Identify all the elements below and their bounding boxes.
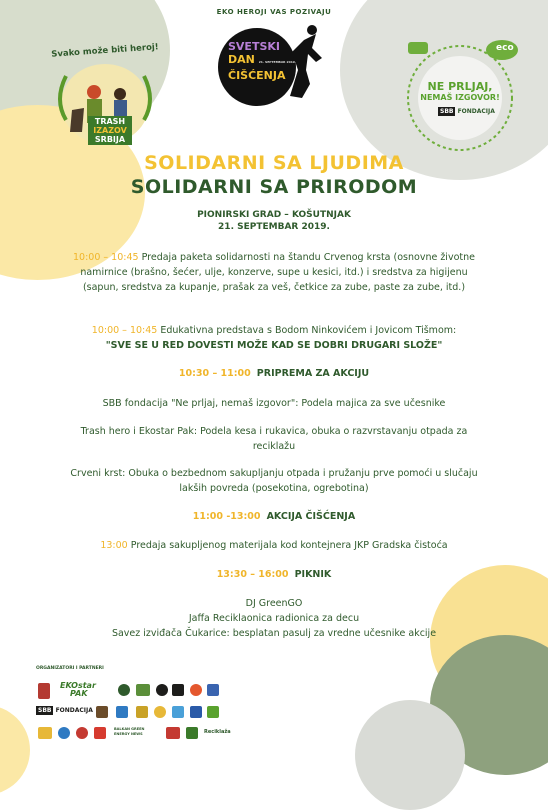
ne-prljaj-logo <box>398 36 528 156</box>
partner-logo-round-green <box>118 684 130 696</box>
program-item-2-time: 10:00 – 10:45 <box>91 325 158 336</box>
section-picnic-label: PIKNIK <box>294 569 332 580</box>
partner-logo-reciklaza: Reciklaža <box>204 729 231 735</box>
section-picnic-time: 13:30 – 16:00 <box>216 569 289 580</box>
program-item-3 <box>70 538 478 553</box>
ne-prljaj-sbb-mark: SBB <box>440 108 454 115</box>
partner-logo-red-square <box>166 727 180 739</box>
partner-logo-shield <box>136 706 148 718</box>
program-item-2 <box>70 323 478 353</box>
bg-blob-grey-bottom <box>355 700 465 810</box>
partner-logo-sbb-fondacija <box>36 707 93 714</box>
program-item-1 <box>70 250 478 295</box>
partner-logo-green-2 <box>186 727 198 739</box>
partner-logo-heart <box>190 684 202 696</box>
partner-ekostar-line1: EKOstar <box>60 681 96 690</box>
preparation-item-3: Crveni krst: Obuka o bezbednom sakupljanju otpada i pružanju prve pomoći u slučaju lakših povreda (posekotina, ogrebotina) <box>70 468 478 494</box>
cleanup-line2 <box>228 53 296 69</box>
preparation-item-2: Trash hero i Ekostar Pak: Podela kesa i rukavica, obuka o razvrstavanju otpada za reciklažu <box>80 426 468 452</box>
partner-logo-coat-of-arms <box>38 683 50 699</box>
partner-logo-round-dark <box>156 684 168 696</box>
preparation-item-1: SBB fondacija "Ne prljaj, nemaš izgovor": Podela majica za sve učesnike <box>102 398 446 409</box>
trash-hero-badge <box>88 116 132 145</box>
program-item-2-quote: "SVE SE U RED DOVESTI MOŽE KAD SE DOBRI DRUGARI SLOŽE" <box>105 340 443 351</box>
ne-prljaj-sbb <box>438 108 495 115</box>
partner-logo-balkan-green-energy: BALKAN GREEN ENERGY NEWS <box>114 727 145 736</box>
section-cleanup-time: 11:00 -13:00 <box>192 511 261 522</box>
partner-logo-mountain <box>136 684 150 696</box>
partner-sbb-mark: SBB <box>38 707 52 714</box>
ne-prljaj-line1: NE PRLJAJ, <box>427 80 493 93</box>
partner-logo-round-yellow <box>154 706 166 718</box>
program-item-1-text: Predaja paketa solidarnosti na štandu Crvenog krsta (osnovne životne namirnice (brašno, šećer, ulje, konzerve, supe u kesici, itd.) i sredstva za higijenu (sapun, sredstva za kupanje, prašak za veš, četkice za zube, paste za zube, itd.) <box>80 252 475 293</box>
section-preparation-header <box>70 366 478 381</box>
section-preparation-label: PRIPREMA ZA AKCIJU <box>256 368 370 379</box>
section-cleanup-label: AKCIJA ČIŠĆENJA <box>266 511 356 522</box>
ne-prljaj-fondacija: FONDACIJA <box>457 108 495 115</box>
program-item-3-text: Predaja sakupljenog materijala kod kontejnera JKP Gradska čistoća <box>130 540 448 551</box>
partner-logo-jaffa <box>207 684 219 696</box>
program-item-1-time: 10:00 – 10:45 <box>73 252 139 263</box>
program-item-2-text: Edukativna predstava s Bodom Ninkovićem i Jovicom Tišmom: <box>160 325 457 336</box>
picnic-item-3: Savez izviđača Čukarice: besplatan pasulj za vredne učesnike akcije <box>111 628 437 639</box>
partner-logo-yellow-1 <box>38 727 52 739</box>
partner-logo-red-cross <box>94 727 106 739</box>
partner-ekostar-line2: PAK <box>70 689 88 698</box>
ne-prljaj-eco-badge: eco <box>496 43 514 53</box>
partner-logo-m <box>172 684 184 696</box>
cleanup-line2-text: DAN <box>228 53 255 66</box>
picnic-item-2: Jaffa Reciklaonica radionica za decu <box>188 613 360 624</box>
section-cleanup-header <box>70 509 478 524</box>
event-location: PIONIRSKI GRAD – KOŠUTNJAK <box>197 210 351 220</box>
partner-logo-circle-blue <box>58 727 70 739</box>
trash-hero-slogan: Svako može biti heroj! <box>51 42 159 60</box>
cleanup-date-small: 21. SEPTEMBAR 2019. <box>258 60 297 64</box>
partner-fondacija-label: FONDACIJA <box>55 707 93 714</box>
trash-hero-line3: SRBIJA <box>94 135 126 144</box>
cleanup-line1: SVETSKI <box>228 40 280 53</box>
headline-people: SOLIDARNI SA LJUDIMA <box>144 152 404 174</box>
picnic-item-1: DJ GreenGO <box>245 598 303 609</box>
program-item-3-time: 13:00 <box>100 540 128 551</box>
trash-hero-line2: IZAZOV <box>93 126 127 135</box>
headline-nature: SOLIDARNI SA PRIRODOM <box>130 176 418 198</box>
trash-hero-line1: TRASH <box>94 117 126 126</box>
section-picnic-header <box>70 567 478 582</box>
cleanup-line3: ČIŠĆENJA <box>228 69 286 82</box>
world-cleanup-day-logo <box>218 22 330 104</box>
partner-logo-cup <box>172 706 184 718</box>
partners-title: ORGANIZATORI I PARTNERI <box>36 666 104 671</box>
partner-logo-ekostar <box>60 682 96 698</box>
bg-blob-yellow-bottom-left <box>0 705 30 795</box>
partner-logo-blue-2 <box>190 706 202 718</box>
page-kicker: EKO HEROJI VAS POZIVAJU <box>216 8 332 16</box>
partner-logo-circle-red <box>76 727 88 739</box>
partner-logo-green-square <box>207 706 219 718</box>
partner-logo-blue-1 <box>116 706 128 718</box>
cleanup-logo-text <box>228 40 296 82</box>
event-date: 21. SEPTEMBAR 2019. <box>218 222 330 232</box>
trash-hero-logo <box>44 40 166 152</box>
partner-logo-scout <box>96 706 108 718</box>
ne-prljaj-line2: NEMAŠ IZGOVOR! <box>420 93 500 102</box>
section-preparation-time: 10:30 – 11:00 <box>178 368 251 379</box>
